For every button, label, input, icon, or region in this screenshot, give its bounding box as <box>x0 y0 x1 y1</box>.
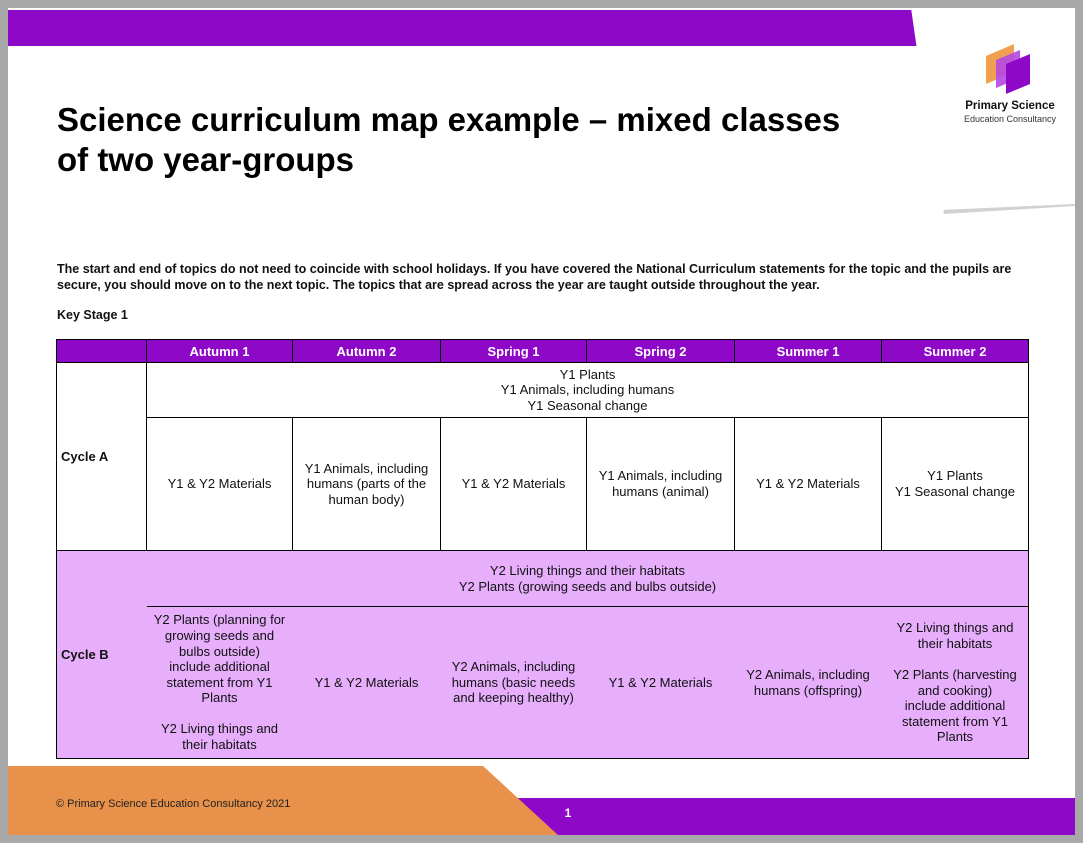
cell-line: Y1 & Y2 Materials <box>461 476 566 492</box>
cell-line: humans (basic needs <box>451 674 576 690</box>
document-page <box>8 8 1075 835</box>
cycle-a-label: Cycle A <box>57 363 147 551</box>
cycle-a-year-round-line: Y1 Animals, including humans <box>500 382 675 398</box>
cycle-a-summer-1-cell <box>735 418 882 551</box>
cell-line: Plants <box>936 729 974 745</box>
intro-paragraph: The start and end of topics do not need to coincide with school holidays. If you have covered the National Curriculum statements for the topic and the pupils are secure, you should move on to the next topic. The topics that are spread across the year are taught outside throughout the year. <box>57 262 1012 292</box>
page-title-line-2: of two year-groups <box>57 141 355 178</box>
cell-line: Y2 Living things and <box>896 620 1014 636</box>
cycle-a-terms-row <box>57 418 1029 551</box>
brand-name: Primary Science <box>965 100 1055 112</box>
cell-line: statement from Y1 <box>902 713 1008 729</box>
cell-line: statement from Y1 <box>166 674 273 690</box>
copyright-text: Primary Science Education Consultancy 2021 <box>67 798 291 810</box>
cell-line: Y2 Plants (harvesting <box>893 666 1017 682</box>
brand-logo-mark-icon <box>980 44 1040 96</box>
cell-line: bulbs outside) <box>179 643 260 659</box>
footer-copyright <box>56 798 290 810</box>
cell-line: Y1 & Y2 Materials <box>756 476 860 492</box>
cycle-b-year-round-line: Y2 Plants (growing seeds and bulbs outside) <box>458 578 717 594</box>
cell-line: Plants <box>201 690 238 706</box>
cycle-b-spring-1-cell <box>441 607 587 759</box>
cycle-b-year-round-row <box>57 551 1029 607</box>
cycle-b-terms-row <box>57 607 1029 759</box>
cycle-a-summer-2-cell <box>882 418 1029 551</box>
cell-line: Y2 Plants (planning for <box>153 612 286 628</box>
cell-line: include additional <box>904 698 1006 714</box>
cycle-a-year-round-cell <box>147 363 1029 418</box>
page-title <box>57 100 937 180</box>
copyright-icon: © <box>56 798 65 810</box>
cycle-b-autumn-1-cell <box>147 607 293 759</box>
cell-line: Y1 Seasonal change <box>895 484 1015 499</box>
cycle-a-autumn-2-cell <box>293 418 441 551</box>
cycle-a-autumn-1-cell <box>147 418 293 551</box>
key-stage-label: Key Stage 1 <box>57 308 128 322</box>
cycle-a-spring-1-cell <box>441 418 587 551</box>
cycle-b-spring-2-cell <box>587 607 735 759</box>
cell-line: Y1 Animals, including <box>304 460 429 476</box>
cell-spacer <box>886 651 1024 667</box>
curriculum-map-table <box>56 339 1029 759</box>
cell-line: Y1 & Y2 Materials <box>608 674 713 690</box>
table-header-row <box>57 340 1029 363</box>
page-number: 1 <box>564 806 572 820</box>
cell-line: Y1 Plants <box>927 468 983 484</box>
cycle-a-year-round-line: Y1 Plants <box>559 366 616 382</box>
cell-line: Y1 Animals, including <box>598 468 723 484</box>
cell-line: Y1 & Y2 Materials <box>314 674 419 690</box>
cycle-b-autumn-2-cell <box>293 607 441 759</box>
cell-line: their habitats <box>917 635 993 651</box>
header-spring-1: Spring 1 <box>441 340 587 363</box>
cell-line: and keeping healthy) <box>453 690 574 706</box>
cell-line: their habitats <box>182 737 257 753</box>
cycle-a-year-round-line: Y1 Seasonal change <box>527 397 648 413</box>
header-autumn-2: Autumn 2 <box>293 340 441 363</box>
header-spring-2: Spring 2 <box>587 340 735 363</box>
cycle-a-spring-2-cell <box>587 418 735 551</box>
bottom-purple-band <box>508 798 1075 835</box>
cell-line: Y1 & Y2 Materials <box>167 476 272 492</box>
cell-line: humans (offspring) <box>753 682 863 698</box>
cell-line: and cooking) <box>917 682 993 698</box>
header-summer-2: Summer 2 <box>882 340 1029 363</box>
page-title-line-1: Science curriculum map example – mixed classes <box>57 101 841 138</box>
header-summer-1: Summer 1 <box>735 340 882 363</box>
cell-spacer <box>151 706 288 722</box>
cycle-b-year-round-cell <box>147 551 1029 607</box>
cell-line: Y2 Living things and <box>160 721 279 737</box>
cycle-b-summer-2-cell <box>882 607 1029 759</box>
cycle-b-summer-1-cell <box>735 607 882 759</box>
cell-line: growing seeds and <box>164 627 275 643</box>
cycle-a-year-round-row <box>57 363 1029 418</box>
brand-subtitle: Education Consultancy <box>963 114 1057 124</box>
cycle-b-year-round-line: Y2 Living things and their habitats <box>489 562 686 578</box>
cell-line: Y2 Animals, including <box>451 659 576 675</box>
cell-line: humans (animal) <box>612 484 709 499</box>
header-autumn-1: Autumn 1 <box>147 340 293 363</box>
cell-line: include additional <box>169 659 270 675</box>
cell-line: humans (parts of the <box>306 476 427 492</box>
header-corner <box>57 340 147 363</box>
top-purple-band <box>8 10 918 46</box>
cycle-b-label: Cycle B <box>57 551 147 759</box>
cell-line: human body) <box>328 491 405 507</box>
cell-line: Y2 Animals, including <box>746 666 870 682</box>
